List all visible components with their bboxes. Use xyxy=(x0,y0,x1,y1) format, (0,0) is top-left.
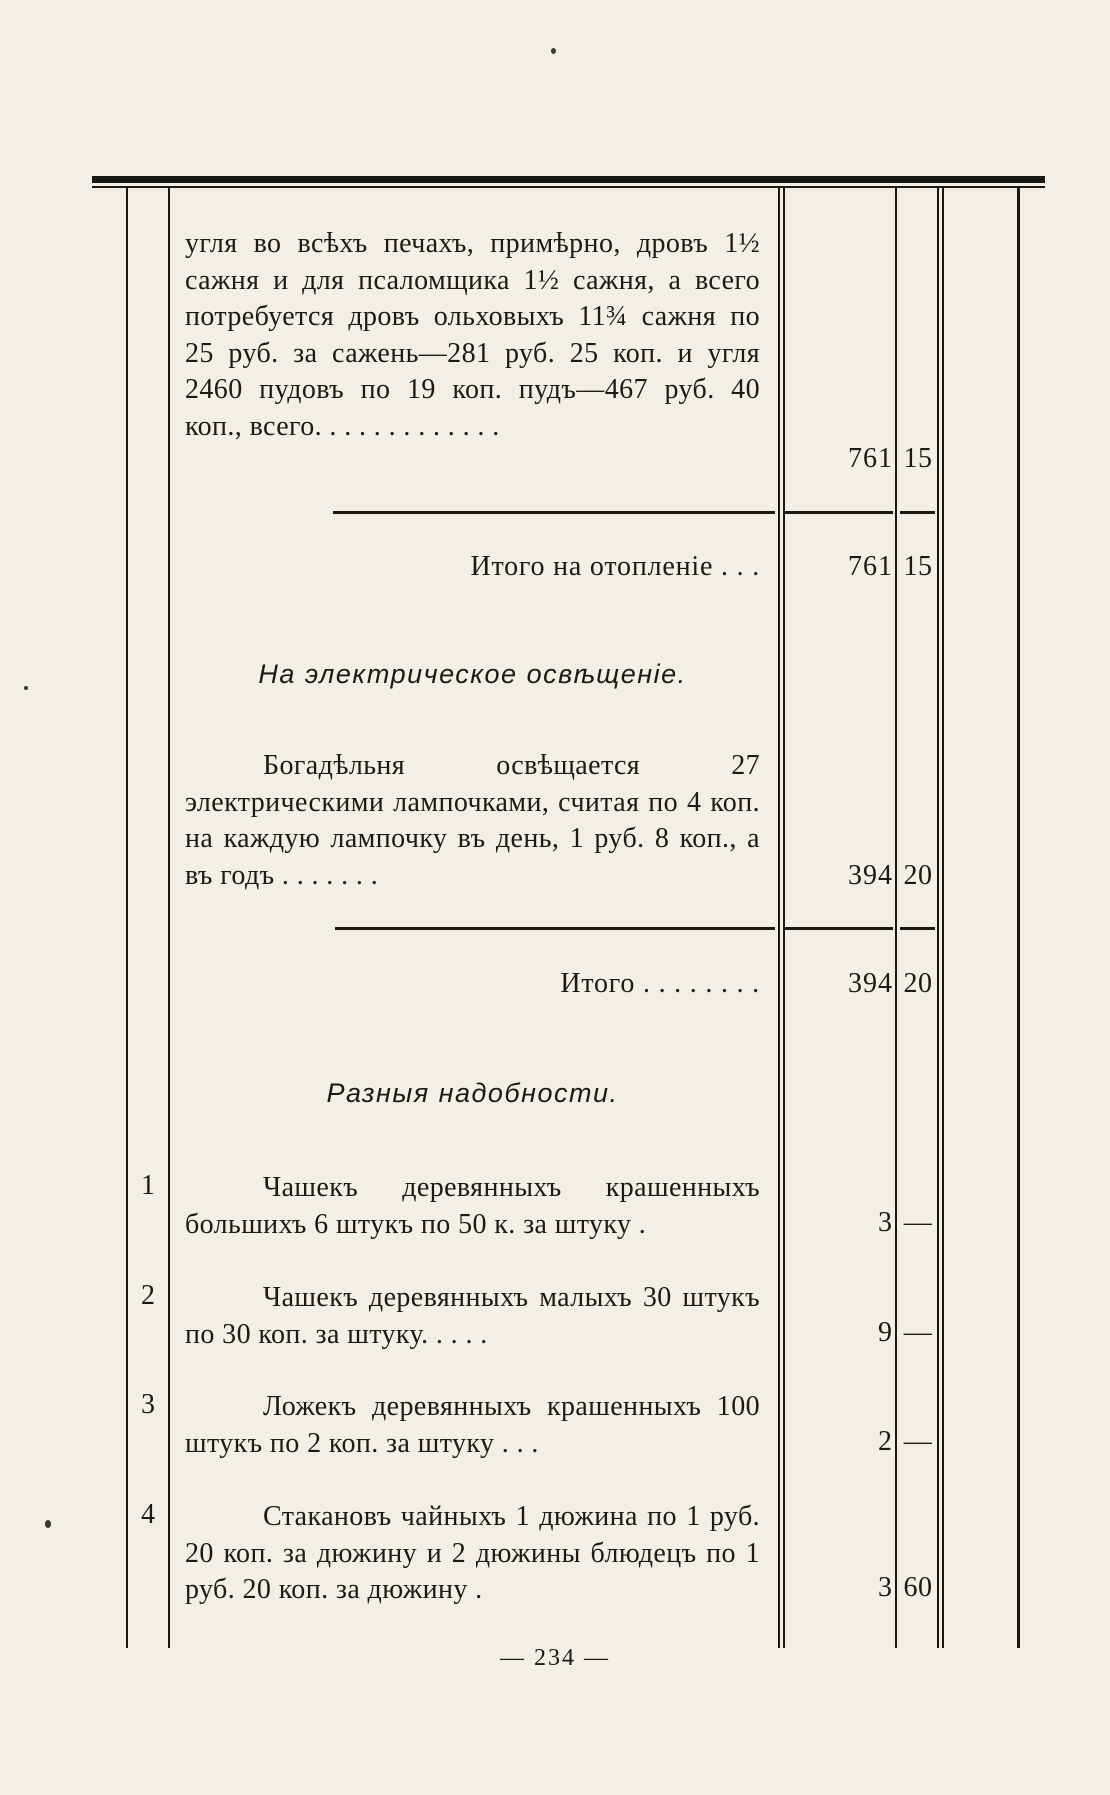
separator-2 xyxy=(335,927,775,930)
intro-kop: 15 xyxy=(903,443,933,474)
item-kop: 60 xyxy=(903,1572,933,1603)
ink-speck xyxy=(45,1520,51,1528)
total-heating-rub: 761 xyxy=(848,551,893,582)
column-rule-right xyxy=(1017,188,1020,1648)
column-rule-number xyxy=(168,188,170,1648)
total-electric-kop: 20 xyxy=(903,968,933,999)
item-rub: 3 xyxy=(878,1572,893,1603)
item-text: Чашекъ деревянныхъ малыхъ 30 штукъ по 30 коп. за штуку. . . . . xyxy=(185,1282,760,1350)
total-heating-label: Итого на отопленіе . . . xyxy=(470,551,760,582)
item-rub: 3 xyxy=(878,1207,893,1238)
separator-2-kop xyxy=(900,927,935,930)
electric-kop: 20 xyxy=(903,860,933,891)
item-rub: 2 xyxy=(878,1426,893,1457)
intro-paragraph: угля во всѣхъ печахъ, примѣрно, дровъ 1½ сажня и для псаломщика 1½ сажня, а всего потребуется дровъ ольховыхъ 11¾ сажня по 25 руб. за сажень—281 руб. 25 коп. и угля 2460 пудовъ по 19 коп. пудъ—467 руб. 40 коп., всего. . . . . . . . . . . . . xyxy=(185,228,760,442)
item-text: Ложекъ деревянныхъ крашенныхъ 100 штукъ по 2 коп. за штуку . . . xyxy=(185,1391,760,1459)
item-number: 2 xyxy=(141,1280,155,1311)
column-rule-kop-b xyxy=(942,188,944,1648)
item-text: Чашекъ деревянныхъ крашенныхъ большихъ 6 штукъ по 50 к. за штуку . xyxy=(185,1172,760,1240)
total-electric-rub: 394 xyxy=(848,968,893,999)
intro-rub: 761 xyxy=(848,443,893,474)
column-rule-text-b xyxy=(783,188,785,1648)
section-heading-electric: На электрическое освѣщеніе. xyxy=(258,659,687,689)
ink-speck xyxy=(551,48,556,54)
total-heating-kop: 15 xyxy=(903,551,933,582)
separator-1 xyxy=(333,511,775,514)
item-rub: 9 xyxy=(878,1317,893,1348)
separator-2-rub xyxy=(785,927,893,930)
page-number: — 234 — xyxy=(500,1645,610,1671)
item-number: 4 xyxy=(141,1499,155,1530)
column-rule-left xyxy=(126,188,128,1648)
column-rule-text-a xyxy=(778,188,780,1648)
top-rule xyxy=(92,176,1045,183)
item-kop: — xyxy=(903,1426,933,1457)
item-kop: — xyxy=(903,1207,933,1238)
section-heading-misc: Разныя надобности. xyxy=(326,1078,619,1108)
separator-1-kop xyxy=(900,511,935,514)
item-text: Стакановъ чайныхъ 1 дюжина по 1 руб. 20 коп. за дюжину и 2 дюжины блюдецъ по 1 руб. 20 коп. за дюжину . xyxy=(185,1501,760,1605)
electric-paragraph: Богадѣльня освѣщается 27 электрическими лампочками, считая по 4 коп. на каждую лампочку въ день, 1 руб. 8 коп., а въ годъ . . . . . . . xyxy=(185,750,760,891)
item-number: 1 xyxy=(141,1170,155,1201)
ink-speck xyxy=(24,686,28,690)
top-rule-thin xyxy=(92,186,1045,188)
item-kop: — xyxy=(903,1317,933,1348)
separator-1-rub xyxy=(785,511,893,514)
total-electric-label: Итого . . . . . . . . xyxy=(560,968,760,999)
electric-rub: 394 xyxy=(848,860,893,891)
item-number: 3 xyxy=(141,1389,155,1420)
